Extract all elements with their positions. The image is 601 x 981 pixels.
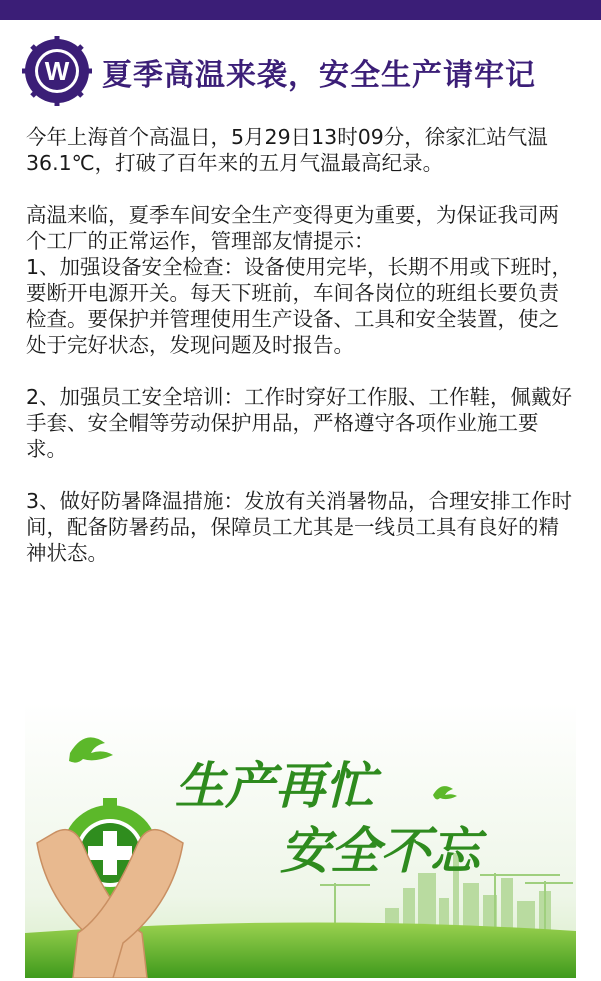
top-bar (0, 0, 601, 20)
article-body (26, 124, 578, 592)
paragraph-item-1: 1、加强设备安全检查：设备使用完毕，长期不用或下班时，要断开电源开关。每天下班前，车间各岗位的班组长要负责检查。要保护并管理使用生产设备、工具和安全装置，使之处于完好状态，发现问题及时报告。 (26, 255, 573, 357)
company-logo-icon (22, 36, 92, 106)
page-title: 夏季高温来袭，安全生产请牢记 (102, 58, 536, 93)
header (22, 36, 592, 106)
slogan-line-1: 生产再忙 (175, 756, 375, 815)
banner-illustration (25, 703, 576, 978)
paragraph-notice: 高温来临，夏季车间安全生产变得更为重要，为保证我司两个工厂的正常运作，管理部友情提示： (26, 203, 559, 253)
slogan-line-2: 安全不忘 (280, 821, 480, 880)
safety-banner (25, 703, 576, 978)
logo-letter: W (44, 56, 70, 86)
paragraph-item-2: 2、加强员工安全培训：工作时穿好工作服、工作鞋，佩戴好手套、安全帽等劳动保护用品，严格遵守各项作业施工要求。 (26, 385, 573, 461)
paragraph-intro: 今年上海首个高温日，5月29日13时09分，徐家汇站气温36.1℃，打破了百年来的五月气温最高纪录。 (26, 125, 548, 175)
paragraph-item-3: 3、做好防暑降温措施：发放有关消暑物品，合理安排工作时间，配备防暑药品，保障员工尤其是一线员工具有良好的精神状态。 (26, 489, 573, 565)
